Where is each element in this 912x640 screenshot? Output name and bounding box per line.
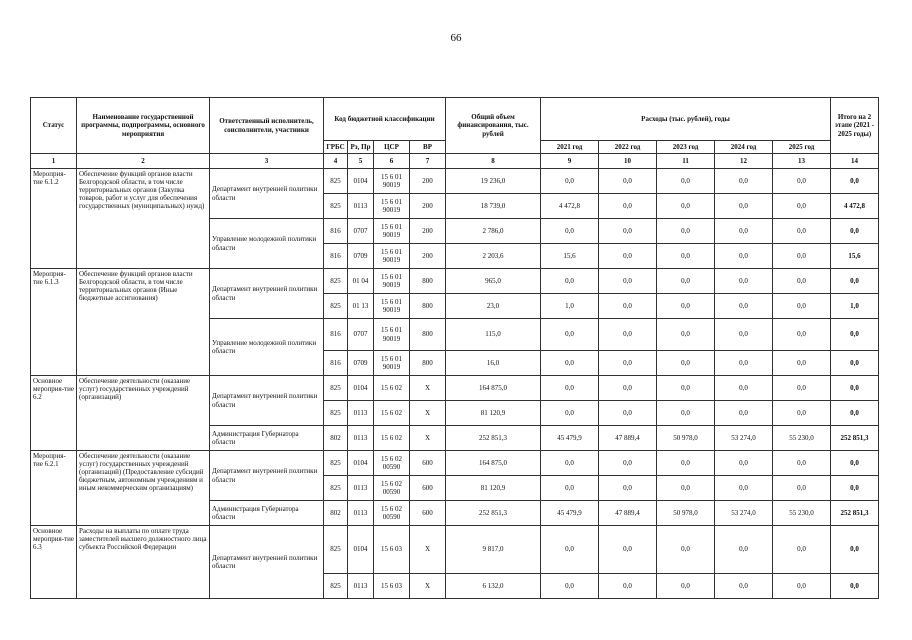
header-status: Статус: [31, 98, 77, 154]
rz-pr-cell: 01 04: [348, 269, 374, 294]
year-2022-cell: 0,0: [599, 376, 657, 401]
year-2025-cell: 0,0: [773, 269, 831, 294]
stage-total-cell: 0,0: [831, 401, 879, 426]
csr-cell: 15 6 02 00590: [374, 476, 410, 501]
vr-cell: X: [410, 376, 446, 401]
table-row: [31, 269, 879, 294]
year-2021-cell: 0,0: [541, 376, 599, 401]
year-2022-cell: 0,0: [599, 319, 657, 351]
col-number: 6: [374, 154, 410, 169]
rz-pr-cell: 0709: [348, 351, 374, 376]
year-2022-cell: 0,0: [599, 244, 657, 269]
year-2024-cell: 0,0: [715, 526, 773, 574]
year-2024-cell: 0,0: [715, 244, 773, 269]
header-year-2025: 2025 год: [773, 141, 831, 154]
year-2023-cell: 0,0: [657, 476, 715, 501]
year-2025-cell: 0,0: [773, 526, 831, 574]
column-numbers-row: [31, 154, 879, 169]
grbs-cell: 825: [324, 294, 348, 319]
year-2021-cell: 0,0: [541, 169, 599, 194]
header-name: Наименование государственной программы, подпрограммы, основного мероприятия: [77, 98, 210, 154]
grbs-cell: 825: [324, 194, 348, 219]
total-finance-cell: 16,0: [446, 351, 541, 376]
year-2024-cell: 0,0: [715, 376, 773, 401]
year-2025-cell: 0,0: [773, 294, 831, 319]
rz-pr-cell: 0113: [348, 194, 374, 219]
stage-total-cell: 0,0: [831, 219, 879, 244]
csr-cell: 15 6 02 00590: [374, 451, 410, 476]
header-responsible: Ответственный исполнитель, соисполнители, участники: [210, 98, 324, 154]
col-number: 7: [410, 154, 446, 169]
csr-cell: 15 6 01 90019: [374, 269, 410, 294]
csr-cell: 15 6 01 90019: [374, 194, 410, 219]
year-2024-cell: 0,0: [715, 194, 773, 219]
responsible-cell: Администрация Губернатора области: [210, 426, 324, 451]
stage-total-cell: 0,0: [831, 376, 879, 401]
year-2024-cell: 53 274,0: [715, 501, 773, 526]
rz-pr-cell: 0113: [348, 426, 374, 451]
col-number: 14: [831, 154, 879, 169]
year-2025-cell: 0,0: [773, 451, 831, 476]
year-2024-cell: 0,0: [715, 451, 773, 476]
vr-cell: 600: [410, 501, 446, 526]
vr-cell: 800: [410, 351, 446, 376]
table-row: [31, 526, 879, 574]
csr-cell: 15 6 01 90019: [374, 169, 410, 194]
rz-pr-cell: 01 13: [348, 294, 374, 319]
responsible-cell: Департамент внутренней политики области: [210, 376, 324, 426]
csr-cell: 15 6 01 90019: [374, 219, 410, 244]
header-expenses: Расходы (тыс. рублей), годы: [541, 98, 831, 141]
status-cell: Основное мероприя-тие 6.3: [31, 526, 77, 599]
rz-pr-cell: 0707: [348, 319, 374, 351]
year-2025-cell: 0,0: [773, 169, 831, 194]
header-rz-pr: Рз, Пр: [348, 141, 374, 154]
year-2022-cell: 0,0: [599, 294, 657, 319]
responsible-cell: Управление молодежной политики области: [210, 319, 324, 376]
year-2025-cell: 55 230,0: [773, 501, 831, 526]
header-year-2024: 2024 год: [715, 141, 773, 154]
year-2021-cell: 0,0: [541, 526, 599, 574]
year-2023-cell: 0,0: [657, 401, 715, 426]
col-number: 5: [348, 154, 374, 169]
responsible-cell: Департамент внутренней политики области: [210, 451, 324, 501]
total-finance-cell: 115,0: [446, 319, 541, 351]
year-2021-cell: 4 472,8: [541, 194, 599, 219]
year-2023-cell: 0,0: [657, 269, 715, 294]
total-finance-cell: 19 236,0: [446, 169, 541, 194]
header-year-2022: 2022 год: [599, 141, 657, 154]
year-2022-cell: 0,0: [599, 476, 657, 501]
vr-cell: 200: [410, 169, 446, 194]
year-2025-cell: 0,0: [773, 219, 831, 244]
total-finance-cell: 6 132,0: [446, 574, 541, 599]
col-number: 13: [773, 154, 831, 169]
header-year-2023: 2023 год: [657, 141, 715, 154]
total-finance-cell: 23,0: [446, 294, 541, 319]
year-2022-cell: 0,0: [599, 451, 657, 476]
col-number: 1: [31, 154, 77, 169]
csr-cell: 15 6 03: [374, 526, 410, 574]
year-2021-cell: 0,0: [541, 451, 599, 476]
year-2024-cell: 0,0: [715, 269, 773, 294]
csr-cell: 15 6 01 90019: [374, 244, 410, 269]
activity-name-cell: Обеспечение функций органов власти Белгородской области, в том числе территориальных органов (Закупка товаров, работ и услуг для обеспечения государственных (муниципальных) нужд): [77, 169, 210, 269]
stage-total-cell: 0,0: [831, 319, 879, 351]
year-2023-cell: 0,0: [657, 244, 715, 269]
grbs-cell: 816: [324, 351, 348, 376]
grbs-cell: 825: [324, 574, 348, 599]
year-2023-cell: 0,0: [657, 351, 715, 376]
grbs-cell: 816: [324, 319, 348, 351]
year-2024-cell: 0,0: [715, 351, 773, 376]
csr-cell: 15 6 01 90019: [374, 294, 410, 319]
responsible-cell: Департамент внутренней политики области: [210, 169, 324, 219]
year-2024-cell: 0,0: [715, 401, 773, 426]
year-2024-cell: 0,0: [715, 169, 773, 194]
grbs-cell: 825: [324, 376, 348, 401]
grbs-cell: 816: [324, 219, 348, 244]
rz-pr-cell: 0113: [348, 476, 374, 501]
activity-name-cell: Расходы на выплаты по оплате труда заместителей высшего должностного лица субъекта Российской Федерации: [77, 526, 210, 599]
table-row: [31, 169, 879, 194]
header-total-finance: Общий объем финансирования, тыс. рублей: [446, 98, 541, 154]
year-2025-cell: 0,0: [773, 194, 831, 219]
year-2022-cell: 47 889,4: [599, 501, 657, 526]
header-budget-code: Код бюджетной классификации: [324, 98, 446, 141]
stage-total-cell: 252 851,3: [831, 501, 879, 526]
grbs-cell: 825: [324, 451, 348, 476]
responsible-cell: Управление молодежной политики области: [210, 219, 324, 269]
stage-total-cell: 252 851,3: [831, 426, 879, 451]
year-2022-cell: 0,0: [599, 526, 657, 574]
rz-pr-cell: 0113: [348, 574, 374, 599]
header-csr: ЦСР: [374, 141, 410, 154]
responsible-cell: Департамент внутренней политики области: [210, 269, 324, 319]
year-2022-cell: 0,0: [599, 194, 657, 219]
csr-cell: 15 6 01 90019: [374, 351, 410, 376]
table-row: [31, 451, 879, 476]
year-2023-cell: 0,0: [657, 526, 715, 574]
page-number: 66: [450, 32, 462, 44]
stage-total-cell: 0,0: [831, 476, 879, 501]
csr-cell: 15 6 01 90019: [374, 319, 410, 351]
year-2023-cell: 0,0: [657, 294, 715, 319]
csr-cell: 15 6 02: [374, 426, 410, 451]
rz-pr-cell: 0104: [348, 526, 374, 574]
status-cell: Мероприя-тие 6.2.1: [31, 451, 77, 526]
grbs-cell: 825: [324, 269, 348, 294]
rz-pr-cell: 0104: [348, 169, 374, 194]
grbs-cell: 802: [324, 501, 348, 526]
stage-total-cell: 0,0: [831, 351, 879, 376]
year-2023-cell: 0,0: [657, 319, 715, 351]
year-2024-cell: 0,0: [715, 476, 773, 501]
stage-total-cell: 0,0: [831, 269, 879, 294]
year-2025-cell: 0,0: [773, 401, 831, 426]
col-number: 9: [541, 154, 599, 169]
year-2021-cell: 0,0: [541, 401, 599, 426]
year-2024-cell: 0,0: [715, 319, 773, 351]
grbs-cell: 825: [324, 526, 348, 574]
col-number: 12: [715, 154, 773, 169]
header-vr: ВР: [410, 141, 446, 154]
total-finance-cell: 81 120,9: [446, 401, 541, 426]
year-2023-cell: 0,0: [657, 574, 715, 599]
rz-pr-cell: 0709: [348, 244, 374, 269]
stage-total-cell: 4 472,8: [831, 194, 879, 219]
stage-total-cell: 15,6: [831, 244, 879, 269]
total-finance-cell: 2 203,6: [446, 244, 541, 269]
col-number: 10: [599, 154, 657, 169]
csr-cell: 15 6 02: [374, 376, 410, 401]
year-2022-cell: 47 889,4: [599, 426, 657, 451]
header-grbs: ГРБС: [324, 141, 348, 154]
col-number: 3: [210, 154, 324, 169]
stage-total-cell: 0,0: [831, 574, 879, 599]
total-finance-cell: 9 817,0: [446, 526, 541, 574]
table-header: [31, 98, 879, 169]
col-number: 4: [324, 154, 348, 169]
vr-cell: X: [410, 426, 446, 451]
year-2023-cell: 0,0: [657, 194, 715, 219]
rz-pr-cell: 0104: [348, 376, 374, 401]
grbs-cell: 825: [324, 401, 348, 426]
responsible-cell: Администрация Губернатора области: [210, 501, 324, 526]
year-2023-cell: 50 978,0: [657, 501, 715, 526]
year-2021-cell: 15,6: [541, 244, 599, 269]
total-finance-cell: 164 875,0: [446, 376, 541, 401]
year-2025-cell: 55 230,0: [773, 426, 831, 451]
rz-pr-cell: 0113: [348, 401, 374, 426]
total-finance-cell: 164 875,0: [446, 451, 541, 476]
vr-cell: X: [410, 574, 446, 599]
year-2023-cell: 0,0: [657, 219, 715, 244]
year-2021-cell: 45 479,9: [541, 501, 599, 526]
col-number: 2: [77, 154, 210, 169]
table-body: [31, 169, 879, 599]
total-finance-cell: 18 739,0: [446, 194, 541, 219]
grbs-cell: 825: [324, 476, 348, 501]
grbs-cell: 802: [324, 426, 348, 451]
year-2025-cell: 0,0: [773, 244, 831, 269]
year-2023-cell: 0,0: [657, 451, 715, 476]
vr-cell: 200: [410, 194, 446, 219]
grbs-cell: 816: [324, 244, 348, 269]
rz-pr-cell: 0113: [348, 501, 374, 526]
year-2024-cell: 0,0: [715, 574, 773, 599]
year-2022-cell: 0,0: [599, 401, 657, 426]
year-2024-cell: 53 274,0: [715, 426, 773, 451]
csr-cell: 15 6 03: [374, 574, 410, 599]
year-2023-cell: 50 978,0: [657, 426, 715, 451]
year-2021-cell: 0,0: [541, 219, 599, 244]
status-cell: Мероприя-тие 6.1.3: [31, 269, 77, 376]
year-2024-cell: 0,0: [715, 294, 773, 319]
total-finance-cell: 252 851,3: [446, 426, 541, 451]
total-finance-cell: 2 786,0: [446, 219, 541, 244]
rz-pr-cell: 0104: [348, 451, 374, 476]
vr-cell: 800: [410, 319, 446, 351]
header-year-2021: 2021 год: [541, 141, 599, 154]
year-2025-cell: 0,0: [773, 319, 831, 351]
year-2023-cell: 0,0: [657, 376, 715, 401]
header-stage-total: Итого на 2 этапе (2021 - 2025 годы): [831, 98, 879, 154]
total-finance-cell: 252 851,3: [446, 501, 541, 526]
activity-name-cell: Обеспечение деятельности (оказание услуг) государственных учреждений (организаций): [77, 376, 210, 451]
col-number: 8: [446, 154, 541, 169]
year-2022-cell: 0,0: [599, 269, 657, 294]
year-2022-cell: 0,0: [599, 351, 657, 376]
year-2021-cell: 0,0: [541, 319, 599, 351]
total-finance-cell: 81 120,9: [446, 476, 541, 501]
stage-total-cell: 0,0: [831, 451, 879, 476]
year-2025-cell: 0,0: [773, 574, 831, 599]
vr-cell: X: [410, 526, 446, 574]
csr-cell: 15 6 02 00590: [374, 501, 410, 526]
vr-cell: 800: [410, 294, 446, 319]
stage-total-cell: 0,0: [831, 526, 879, 574]
status-cell: Мероприя-тие 6.1.2: [31, 169, 77, 269]
vr-cell: 600: [410, 476, 446, 501]
rz-pr-cell: 0707: [348, 219, 374, 244]
year-2021-cell: 0,0: [541, 269, 599, 294]
year-2025-cell: 0,0: [773, 351, 831, 376]
vr-cell: 800: [410, 269, 446, 294]
grbs-cell: 825: [324, 169, 348, 194]
year-2021-cell: 0,0: [541, 476, 599, 501]
csr-cell: 15 6 02: [374, 401, 410, 426]
vr-cell: 200: [410, 219, 446, 244]
budget-table: [30, 97, 879, 599]
table-row: [31, 376, 879, 401]
year-2021-cell: 0,0: [541, 574, 599, 599]
total-finance-cell: 965,0: [446, 269, 541, 294]
stage-total-cell: 1,0: [831, 294, 879, 319]
year-2022-cell: 0,0: [599, 574, 657, 599]
col-number: 11: [657, 154, 715, 169]
year-2021-cell: 45 479,9: [541, 426, 599, 451]
activity-name-cell: Обеспечение функций органов власти Белгородской области, в том числе территориальных органов (Иные бюджетные ассигнования): [77, 269, 210, 376]
year-2022-cell: 0,0: [599, 169, 657, 194]
year-2022-cell: 0,0: [599, 219, 657, 244]
year-2025-cell: 0,0: [773, 376, 831, 401]
year-2025-cell: 0,0: [773, 476, 831, 501]
activity-name-cell: Обеспечение деятельности (оказание услуг) государственных учреждений (организаций) (Предоставление субсидий бюджетным, автономным учреждениям и иным некоммерческим организациям): [77, 451, 210, 526]
year-2024-cell: 0,0: [715, 219, 773, 244]
vr-cell: X: [410, 401, 446, 426]
year-2021-cell: 0,0: [541, 351, 599, 376]
year-2021-cell: 1,0: [541, 294, 599, 319]
stage-total-cell: 0,0: [831, 169, 879, 194]
year-2023-cell: 0,0: [657, 169, 715, 194]
responsible-cell: Департамент внутренней политики области: [210, 526, 324, 599]
vr-cell: 200: [410, 244, 446, 269]
vr-cell: 600: [410, 451, 446, 476]
status-cell: Основное мероприя-тие 6.2: [31, 376, 77, 451]
